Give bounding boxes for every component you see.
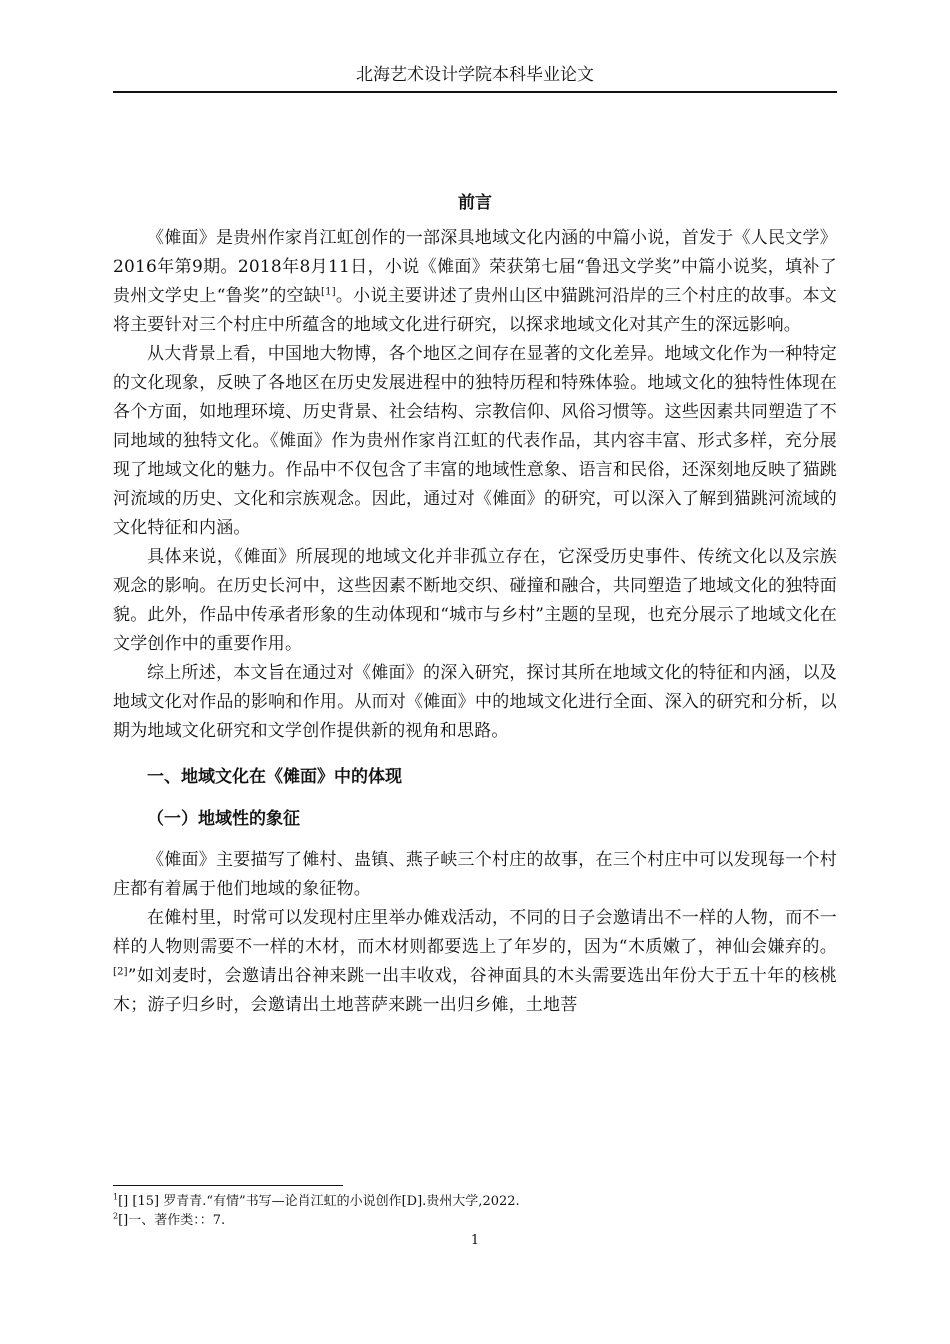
page-number: 1 — [470, 1233, 480, 1248]
footnote-text: []一、著作类：：7. — [118, 1213, 226, 1228]
paragraph-text: 。小说主要讲述了贵州山区中猫跳河沿岸的三个村庄的故事。本文将主要针对三个村庄中所蕴含的地域文化进行研究，以探求地域文化对其产生的深远影响。 — [113, 286, 837, 335]
paragraph: 具体来说，《傩面》所展现的地域文化并非孤立存在，它深受历史事件、传统文化以及宗族观念的影响。在历史长河中，这些因素不断地交织、碰撞和融合，共同塑造了地域文化的独特面貌。此外，作品中传承者形象的生动体现和“城市与乡村”主题的呈现，也充分展示了地域文化在文学创作中的重要作用。 — [113, 547, 837, 654]
footnote — [113, 1211, 837, 1230]
footnote — [113, 1192, 837, 1211]
section-title: 前言 — [458, 193, 492, 213]
footnote-mark: 1 — [113, 1192, 119, 1202]
paragraph-text: 《傩面》是贵州作家肖江虹创作的一部深具地域文化内涵的中篇小说，首发于《人民文学》2016年第9期。2018年8月11日，小说《傩面》荣获第七届“鲁迅文学奖”中篇小说奖，填补了贵州文学史上“鲁奖”的空缺 — [113, 228, 837, 306]
footnote-divider — [113, 1185, 343, 1186]
subsection-heading: （一）地域性的象征 — [147, 809, 300, 829]
paragraph — [113, 224, 837, 340]
paragraph: 综上所述，本文旨在通过对《傩面》的深入研究，探讨其所在地域文化的特征和内涵，以及地域文化对作品的影响和作用。从而对《傩面》中的地域文化进行全面、深入的研究和分析，以期为地域文化研究和文学创作提供新的视角和思路。 — [113, 663, 837, 741]
paragraph-text: ”如刘麦时，会邀请出谷神来跳一出丰收戏，谷神面具的木头需要选出年份大于五十年的核桃木；游子归乡时，会邀请出土地菩萨来跳一出归乡傩，土地菩 — [113, 966, 837, 1015]
header-divider — [113, 91, 837, 93]
paragraph-text: 在傩村里，时常可以发现村庄里举办傩戏活动，不同的日子会邀请出不一样的人物，而不一样的人物则需要不一样的木材，而木材则都要选上了年岁的，因为“木质嫩了，神仙会嫌弃的。 — [113, 908, 837, 957]
paragraph: 从大背景上看，中国地大物博，各个地区之间存在显著的文化差异。地域文化作为一种特定的文化现象，反映了各地区在历史发展进程中的独特历程和特殊体验。地域文化的独特性体现在各个方面，如地理环境、历史背景、社会结构、宗教信仰、风俗习惯等。这些因素共同塑造了不同地域的独特文化。《傩面》作为贵州作家肖江虹的代表作品，其内容丰富、形式多样，充分展现了地域文化的魅力。作品中不仅包含了丰富的地域性意象、语言和民俗，还深刻地反映了猫跳河流域的历史、文化和宗族观念。因此，通过对《傩面》的研究，可以深入了解到猫跳河流域的文化特征和内涵。 — [113, 344, 837, 538]
footnotes — [113, 1192, 837, 1230]
footnote-text: [] [15] 罗青青.“有情”书写—论肖江虹的小说创作[D].贵州大学,2022. — [118, 1194, 520, 1209]
document-body — [113, 188, 837, 1020]
chapter-heading: 一、地域文化在《傩面》中的体现 — [147, 767, 402, 787]
citation-ref[interactable]: [2] — [113, 966, 128, 978]
footnote-mark: 2 — [113, 1211, 119, 1221]
paragraph: 《傩面》主要描写了傩村、蛊镇、燕子峡三个村庄的故事，在三个村庄中可以发现每一个村庄都有着属于他们地域的象征物。 — [113, 850, 837, 899]
citation-ref[interactable]: [1] — [321, 286, 336, 298]
paragraph — [113, 904, 837, 1020]
page-header: 北海艺术设计学院本科毕业论文 — [356, 65, 594, 85]
